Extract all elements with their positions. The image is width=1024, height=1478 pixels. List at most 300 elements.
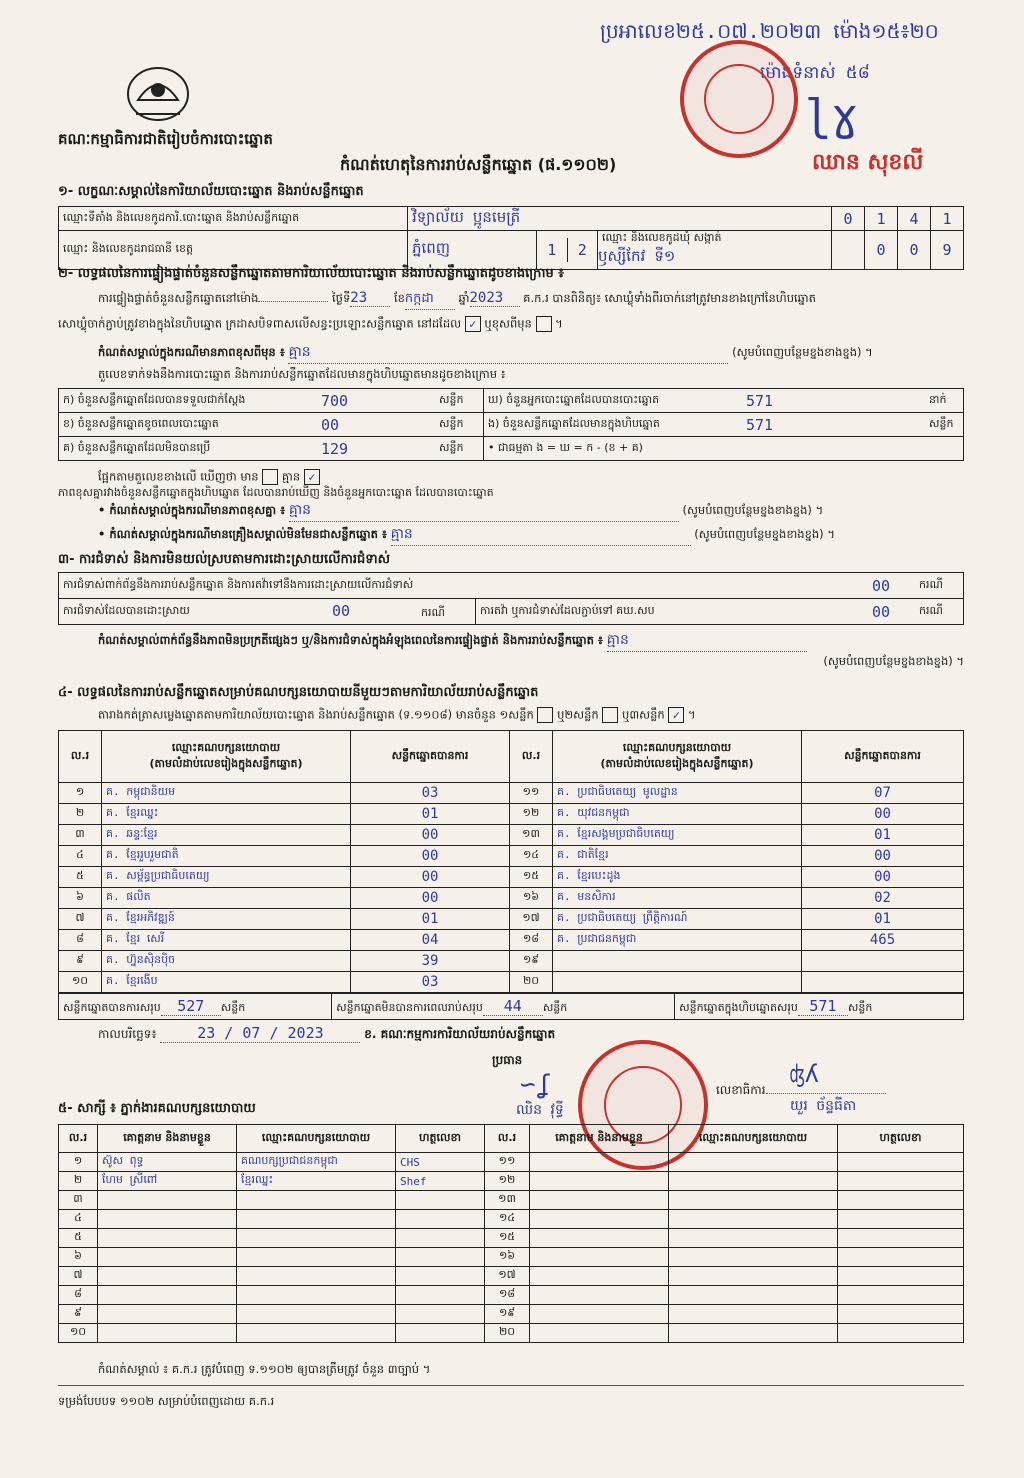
mark-note-value: គ្មាន	[391, 524, 691, 546]
witness-name	[530, 1248, 669, 1267]
party-votes: 00	[802, 867, 964, 888]
witness-name	[530, 1229, 669, 1248]
change-note-label: កំណត់សម្គាល់ក្នុងករណីមានភាពខុសពីមុន ៖	[98, 345, 285, 359]
party-name: គ. ខ្មែរសង្គមប្រជាធិបតេយ្យ	[553, 825, 802, 846]
table-row	[59, 783, 964, 804]
authority-name: គណៈកម្មាធិការជាតិរៀបចំការបោះឆ្នោត	[58, 130, 273, 148]
witness-no: ៩	[59, 1305, 98, 1324]
witness-signature	[838, 1267, 964, 1286]
nec-emblem-logo	[118, 60, 198, 125]
party-no: ១០	[59, 972, 102, 993]
w-col-party: ឈ្មោះគណបក្សនយោបាយ	[237, 1125, 396, 1153]
witness-no: ១៥	[485, 1229, 530, 1248]
witness-signature	[838, 1248, 964, 1267]
unused-unit: សន្លឹក	[435, 437, 484, 461]
no-difference-label: គ្មាន	[281, 469, 301, 484]
witness-party	[669, 1324, 838, 1343]
table-row	[59, 930, 964, 951]
date-value: 23 / 07 / 2023	[160, 1024, 360, 1043]
spoiled-unit: សន្លឹក	[435, 413, 484, 437]
witness-party	[669, 1210, 838, 1229]
party-results-table	[58, 730, 964, 993]
table-row	[59, 825, 964, 846]
date-label: កាលបរិច្ឆេទ៖	[98, 1027, 157, 1041]
table-row	[59, 1286, 964, 1305]
one-sheet-checkbox[interactable]	[537, 707, 553, 723]
col-party-sub: (តាមលំដាប់លេខរៀងក្នុងសន្លឹកឆ្នោត)	[149, 756, 303, 770]
witness-party	[237, 1286, 396, 1305]
section1-heading: ១- លក្ខណៈសម្គាល់នៃការិយាល័យបោះឆ្នោត និងរាប់សន្លឹកឆ្នោត	[58, 184, 364, 199]
witness-name: ហែម ស្រីពៅ	[98, 1172, 237, 1191]
party-no: ៥	[59, 867, 102, 888]
verify-statement: គ.ក.រ បានពិនិត្យ៖ សោឃ្លុំទាំងពីរចាក់នៅត្រូវមានខាងក្រៅនៃហិបឆ្នោត	[523, 291, 816, 305]
resolved-cell	[257, 599, 476, 625]
witness-signature	[838, 1324, 964, 1343]
witness-signature	[838, 1191, 964, 1210]
w-col-no: ល.រ	[59, 1125, 98, 1153]
party-no: ១៦	[510, 888, 553, 909]
party-no: ១៩	[510, 951, 553, 972]
polling-station-table	[58, 206, 964, 270]
section3-heading: ៣- ការជំទាស់ និងការមិនយល់ស្របតាមការដោះស្រាយលើការជំទាស់	[58, 552, 390, 567]
party-name: គ. សម្ព័ន្ធប្រជាធិបតេយ្យ	[102, 867, 351, 888]
party-votes	[802, 951, 964, 972]
witness-party	[237, 1229, 396, 1248]
witness-no: ១៣	[485, 1191, 530, 1210]
commune-label: ឈ្មោះ និងលេខកូដឃុំ សង្កាត់	[602, 231, 722, 244]
difference-note-value: គ្មាន	[289, 500, 679, 522]
witness-signature	[838, 1286, 964, 1305]
party-name: គ. ផលិត	[102, 888, 351, 909]
unused-value: 129	[317, 437, 435, 461]
section4-heading: ៤- លទ្ធផលនៃការរាប់សន្លឹកឆ្នោតសម្រាប់គណបក្សនយោបាយនីមួយៗតាមការិយាល័យរាប់សន្លឹកឆ្នោត	[58, 685, 539, 700]
chair-signature: ∽ʆ	[520, 1070, 552, 1100]
party-no: ១២	[510, 804, 553, 825]
witness-no: ៨	[59, 1286, 98, 1305]
three-sheet-checkbox[interactable]: ✓	[668, 707, 684, 723]
footer-divider	[58, 1385, 964, 1386]
voters-value: 571	[742, 389, 925, 413]
party-votes: 04	[351, 930, 510, 951]
forwarded-value: 00	[847, 599, 915, 625]
irregularity-note-value: គ្មាន	[607, 630, 807, 652]
party-votes	[802, 972, 964, 993]
forwarded-cases: ករណី	[915, 599, 964, 625]
witness-signature: CHS	[396, 1153, 485, 1172]
total-invalid-unit: សន្លឹក	[542, 1000, 568, 1014]
voters-label: ឃ) ចំនួនអ្នកបោះឆ្នោតដែលបានបោះឆ្នោត	[484, 389, 743, 413]
party-votes: 07	[802, 783, 964, 804]
witness-no: ៦	[59, 1248, 98, 1267]
witness-name	[98, 1229, 237, 1248]
col-party-label: ឈ្មោះគណបក្សនយោបាយ	[622, 740, 732, 754]
party-name: គ. ហ្វ៊ុនស៊ិនប៉ិច	[102, 951, 351, 972]
commune-code-digit: 9	[931, 231, 964, 270]
irregularity-note-label: កំណត់សម្គាល់ពាក់ព័ន្ធនឹងភាពមិនប្រក្រតីផ្សេងៗ ឬ/និងការជំទាស់ក្នុងអំឡុងពេលនៃការផ្ទៀងផ្ទាត់ និងការរាប់សន្លឹកឆ្នោត ៖	[98, 633, 603, 647]
witness-no: ២	[59, 1172, 98, 1191]
party-name: គ. ខ្មែរងើប	[102, 972, 351, 993]
party-votes: 01	[802, 909, 964, 930]
province-label: ឈ្មោះ និងលេខកូដរាជធានី ខេត្ត	[59, 231, 408, 270]
witness-name	[530, 1210, 669, 1229]
w-col-name: គោត្តនាម និងនាមខ្លួន	[98, 1125, 237, 1153]
change-note-value: គ្មាន	[288, 342, 728, 364]
witness-no: ១២	[485, 1172, 530, 1191]
received-value: 700	[317, 389, 435, 413]
col-votes: សន្លឹកឆ្នោតបានការ	[351, 731, 510, 783]
seal-check-line: សោឃ្លុំចាក់ភ្ជាប់ត្រូវខាងក្នុងនៃហិបឆ្នោត ក្រដាសបិទពាសលើសន្ធះប្រឡោះសន្លឹកឆ្នោត នៅដដែល ✓ ឬខុសពីមុន ។	[58, 316, 563, 331]
resolved-value: 00	[331, 601, 351, 620]
table-row	[59, 1210, 964, 1229]
witness-signature: Shef	[396, 1172, 485, 1191]
difference-note-line	[98, 500, 823, 522]
col-no: ល.រ	[510, 731, 553, 783]
fill-hint: (សូមបំពេញបន្ថែមខ្នងខាងខ្នង) ។	[682, 503, 824, 517]
witness-signature	[838, 1172, 964, 1191]
commune-value: ឫស្សីកែវ ទី១	[598, 247, 676, 265]
witness-no: ៤	[59, 1210, 98, 1229]
witness-name	[98, 1210, 237, 1229]
compare-statement: ភាពខុសគ្នារវាងចំនួនសន្លឹកឆ្នោតក្នុងហិបឆ្នោត ដែលបានរាប់ឃើញ និងចំនួនអ្នកបោះឆ្នោត ដែលបានបោះឆ្នោត	[58, 486, 494, 499]
party-no: ៤	[59, 846, 102, 867]
party-no: ៨	[59, 930, 102, 951]
change-note-line	[98, 342, 968, 364]
party-votes: 01	[351, 804, 510, 825]
table-row	[59, 846, 964, 867]
col-party-sub: (តាមលំដាប់លេខរៀងក្នុងសន្លឹកឆ្នោត)	[600, 756, 754, 770]
party-votes: 02	[802, 888, 964, 909]
party-no: ២០	[510, 972, 553, 993]
unused-label: គ) ចំនួនសន្លឹកឆ្នោតដែលមិនបានប្រើ	[59, 437, 318, 461]
party-votes: 00	[351, 867, 510, 888]
verification-line	[98, 290, 816, 310]
two-sheet-label: ឬ២សន្លឹក	[557, 707, 599, 722]
col-no: ល.រ	[59, 731, 102, 783]
total-box-value: 571	[798, 997, 848, 1016]
witness-name	[98, 1267, 237, 1286]
col-party	[553, 731, 802, 783]
witness-name	[530, 1305, 669, 1324]
witness-no: ១១	[485, 1153, 530, 1172]
witness-name	[530, 1153, 669, 1172]
table-row	[59, 1229, 964, 1248]
party-votes: 03	[351, 783, 510, 804]
chair-label: ប្រធាន	[492, 1053, 523, 1067]
witness-no: ១៧	[485, 1267, 530, 1286]
compare-label: ផ្អែកតាមតួលេខខាងលើ ឃើញថា មាន	[98, 469, 259, 484]
difference-note-label: • កំណត់សម្គាល់ក្នុងករណីមានភាពខុសគ្នា ៖	[98, 503, 286, 517]
witness-name	[98, 1248, 237, 1267]
verify-day-label: ថ្ងៃទី	[332, 291, 351, 305]
section2-heading: ២- លទ្ធផលនៃការផ្ទៀងផ្ទាត់ចំនួនសន្លឹកឆ្នោតតាមការិយាល័យបោះឆ្នោត និងរាប់សន្លឹកឆ្នោតដូចខាងក្រោម ៖	[58, 266, 564, 281]
station-label: ឈ្មោះទីតាំង និងលេខកូដការិ.បោះឆ្នោត និងរាប់សន្លឹកឆ្នោត	[59, 207, 408, 231]
party-no: ១៨	[510, 930, 553, 951]
objection-label: ការជំទាស់ពាក់ព័ន្ធនឹងការរាប់សន្លឹកឆ្នោត និងការតវ៉ាទៅនឹងការដោះស្រាយលើការជំទាស់	[59, 573, 848, 599]
resolved-label: ការជំទាស់ដែលបានដោះស្រាយ	[59, 599, 258, 625]
witness-no: ៣	[59, 1191, 98, 1210]
secretary-label: លេខាធិការ	[716, 1083, 766, 1097]
secretary-signature: ʤʎ	[790, 1060, 819, 1088]
party-votes: 00	[351, 846, 510, 867]
party-no: ៦	[59, 888, 102, 909]
w-col-no: ល.រ	[485, 1125, 530, 1153]
received-label: ក) ចំនួនសន្លឹកឆ្នោតដែលបានទទួលជាក់ស្តែង	[59, 389, 318, 413]
committee-label: ខ. គណៈកម្មការការិយាល័យរាប់សន្លឹកឆ្នោត	[364, 1027, 556, 1041]
witness-table	[58, 1124, 964, 1343]
witness-party	[669, 1267, 838, 1286]
w-col-sign: ហត្ថលេខា	[396, 1125, 485, 1153]
witness-party: ខ្មែរឈ្នះ	[237, 1172, 396, 1191]
in-box-unit: សន្លឹក	[925, 413, 964, 437]
seal-statement: សោឃ្លុំចាក់ភ្ជាប់ត្រូវខាងក្នុងនៃហិបឆ្នោត ក្រដាសបិទពាសលើសន្ធះប្រឡោះសន្លឹកឆ្នោត នៅដដែល	[58, 316, 462, 331]
witness-signature	[396, 1229, 485, 1248]
compare-line	[98, 469, 320, 487]
ballot-figures-table	[58, 388, 964, 461]
has-difference-checkbox[interactable]	[262, 469, 278, 485]
party-votes: 00	[802, 846, 964, 867]
spoiled-label: ខ) ចំនួនសន្លឹកឆ្នោតខូចពេលបោះឆ្នោត	[59, 413, 318, 437]
irregularity-note-line	[98, 630, 807, 652]
party-name: គ. ប្រជាជនកម្ពុជា	[553, 930, 802, 951]
witness-no: ២០	[485, 1324, 530, 1343]
resolved-cases: ករណី	[421, 605, 445, 619]
unchanged-checkbox[interactable]: ✓	[465, 316, 481, 332]
witness-signature	[396, 1286, 485, 1305]
witness-no: ១៨	[485, 1286, 530, 1305]
witness-no: ៥	[59, 1229, 98, 1248]
witness-party	[237, 1210, 396, 1229]
party-name: គ. ខ្មែរឈ្នះ	[102, 804, 351, 825]
party-no: ២	[59, 804, 102, 825]
station-code-digit: 0	[832, 207, 865, 231]
changed-label: ឬខុសពីមុន	[484, 316, 532, 331]
in-box-label: ង) ចំនួនសន្លឹកឆ្នោតដែលមានក្នុងហិបឆ្នោត	[484, 413, 743, 437]
mark-note-label: • កំណត់សម្គាល់ក្នុងករណីមានគ្រឿងសម្គាល់មិនមែនជាសន្លឹកឆ្នោត ៖	[98, 527, 387, 541]
table-row	[59, 888, 964, 909]
stamp-name-note: ឈាន សុខលី	[812, 150, 924, 175]
table-row	[59, 1305, 964, 1324]
party-name: គ. ខ្មែរបេះដូង	[553, 867, 802, 888]
witness-no: ១០	[59, 1324, 98, 1343]
party-votes: 01	[802, 825, 964, 846]
official-seal-top	[680, 40, 798, 158]
received-unit: សន្លឹក	[435, 389, 484, 413]
station-code-digit: 1	[865, 207, 898, 231]
party-no: ១១	[510, 783, 553, 804]
spoiled-value: 00	[317, 413, 435, 437]
figures-intro: តួលេខទាក់ទងនឹងការបោះឆ្នោត និងការរាប់សន្លឹកឆ្នោតដែលមានក្នុងហិបឆ្នោតមានដូចខាងក្រោម ៖	[98, 367, 506, 381]
station-code-digit: 4	[898, 207, 931, 231]
secretary-name: យួរ ច័ន្ទធីតា	[790, 1098, 857, 1114]
witness-party	[237, 1248, 396, 1267]
witness-signature	[838, 1153, 964, 1172]
total-valid-value: 527	[161, 997, 221, 1016]
party-no: ៩	[59, 951, 102, 972]
party-votes: 00	[351, 825, 510, 846]
party-votes: 01	[351, 909, 510, 930]
total-box-unit: សន្លឹក	[847, 1000, 873, 1014]
witness-name	[530, 1324, 669, 1343]
witness-name	[98, 1324, 237, 1343]
witness-party	[669, 1229, 838, 1248]
commune-code-digit: 0	[865, 231, 898, 270]
witness-signature	[838, 1305, 964, 1324]
verify-year: 2023	[470, 290, 520, 307]
province-value: ភ្នំពេញ	[408, 231, 537, 270]
party-name: គ. ខ្មែរ សេរី	[102, 930, 351, 951]
witness-party	[237, 1324, 396, 1343]
witness-party	[669, 1248, 838, 1267]
witness-signature	[396, 1324, 485, 1343]
w-col-party: ឈ្មោះគណបក្សនយោបាយ	[669, 1125, 838, 1153]
party-name	[553, 951, 802, 972]
total-invalid-label: សន្លឹកឆ្នោតមិនបានការពេលរាប់សរុប	[336, 1000, 483, 1014]
witness-signature	[838, 1229, 964, 1248]
station-code-digit: 1	[931, 207, 964, 231]
province-code-digit: 2	[577, 241, 587, 259]
witness-signature	[396, 1210, 485, 1229]
witness-no: ៧	[59, 1267, 98, 1286]
verify-time-label: ការផ្ទៀងផ្ទាត់ចំនួនសន្លឹកឆ្នោតនៅម៉ោង	[98, 291, 259, 305]
witness-name: ស៊ូស ពុទ្ធ	[98, 1153, 237, 1172]
witness-name	[530, 1191, 669, 1210]
total-invalid-cell	[332, 994, 675, 1020]
witness-signature	[396, 1305, 485, 1324]
party-no: ១៥	[510, 867, 553, 888]
two-sheet-checkbox[interactable]	[602, 707, 618, 723]
table-row	[59, 804, 964, 825]
witness-name	[530, 1286, 669, 1305]
party-no: ៧	[59, 909, 102, 930]
witness-no: ១	[59, 1153, 98, 1172]
voters-unit: នាក់	[925, 389, 964, 413]
w-col-name: គោត្តនាម និងនាមខ្លួន	[530, 1125, 669, 1153]
table-row	[59, 951, 964, 972]
receiver-handwritten-note: ម៉ោងទំនាស់ ៥៨	[760, 63, 870, 83]
col-party-label: ឈ្មោះគណបក្សនយោបាយ	[171, 740, 281, 754]
col-votes: សន្លឹកឆ្នោតបានការ	[802, 731, 964, 783]
totals-table	[58, 993, 964, 1020]
no-difference-checkbox[interactable]: ✓	[304, 469, 320, 485]
witness-party	[669, 1191, 838, 1210]
party-name	[553, 972, 802, 993]
total-box-label: សន្លឹកឆ្នោតក្នុងហិបឆ្នោតសរុប	[679, 1000, 798, 1014]
objections-table	[58, 572, 964, 625]
fill-hint: (សូមបំពេញបន្ថែមខ្នងខាងខ្នង) ។	[694, 527, 835, 541]
party-no: ៣	[59, 825, 102, 846]
party-name: គ. កម្ពុជានិយម	[102, 783, 351, 804]
total-valid-label: សន្លឹកឆ្នោតបានការសរុប	[63, 1000, 161, 1014]
table-row	[59, 909, 964, 930]
party-name: គ. មនសិការ	[553, 888, 802, 909]
total-valid-cell	[59, 994, 332, 1020]
witness-party: គណបក្សប្រជាជនកម្ពុជា	[237, 1153, 396, 1172]
table-row	[59, 867, 964, 888]
party-name: គ. ប្រជាធិបតេយ្យ ព្រឹត្តិការណ៍	[553, 909, 802, 930]
party-no: ១៧	[510, 909, 553, 930]
party-votes: 465	[802, 930, 964, 951]
witness-party	[237, 1191, 396, 1210]
date-line	[98, 1024, 555, 1044]
objection-cases: ករណី	[915, 573, 964, 599]
party-name: គ. ឆន្ទៈខ្មែរ	[102, 825, 351, 846]
handwritten-signature-top: ɭɣ	[805, 90, 858, 141]
chair-name: ឈិន វុទ្ធី	[516, 1102, 564, 1118]
irregularity-fill-hint: (សូមបំពេញបន្ថែមខ្នងខាងខ្នង) ។	[823, 654, 964, 668]
province-code-digit: 1	[537, 238, 567, 262]
table-row	[59, 1153, 964, 1172]
table-row	[59, 972, 964, 993]
party-votes: 00	[351, 888, 510, 909]
witness-signature	[396, 1248, 485, 1267]
tally-sheet-line: តារាងកត់ត្រាសម្លេងឆ្នោតតាមការិយាល័យបោះឆ្នោត និងរាប់សន្លឹកឆ្នោត (ទ.១១០៨) មានចំនួន ១សន្លឹក ឬ២សន្លឹក ឬ៣សន្លឹក ✓ ។	[98, 707, 696, 722]
col-party	[102, 731, 351, 783]
table-row	[59, 1267, 964, 1286]
total-valid-unit: សន្លឹក	[220, 1000, 246, 1014]
witness-signature	[838, 1210, 964, 1229]
verify-day: 23	[350, 290, 390, 307]
party-name: គ. ជាតិខ្មែរ	[553, 846, 802, 867]
witness-signature	[396, 1267, 485, 1286]
witness-name	[98, 1305, 237, 1324]
witness-party	[669, 1172, 838, 1191]
in-box-value: 571	[742, 413, 925, 437]
verify-month: កក្កដា	[405, 290, 455, 310]
table-row	[59, 1191, 964, 1210]
witness-name	[98, 1191, 237, 1210]
party-votes: 39	[351, 951, 510, 972]
party-no: ១	[59, 783, 102, 804]
verify-month-label: ខែ	[393, 291, 405, 305]
mark-note-line	[98, 524, 835, 546]
total-box-cell	[675, 994, 964, 1020]
w-col-sign: ហត្ថលេខា	[838, 1125, 964, 1153]
party-votes: 00	[802, 804, 964, 825]
party-name: គ. ប្រជាធិបតេយ្យ មូលដ្ឋាន	[553, 783, 802, 804]
party-no: ១៣	[510, 825, 553, 846]
total-invalid-value: 44	[483, 997, 543, 1016]
party-no: ១៤	[510, 846, 553, 867]
formula-note: • ជាធម្មតា ង = ឃ = ក - (ខ + គ)	[484, 437, 964, 461]
three-sheet-label: ឬ៣សន្លឹក	[622, 707, 665, 722]
witness-no: ១៦	[485, 1248, 530, 1267]
commune-code-digit: 0	[898, 231, 931, 270]
station-value: វិទ្យាល័យ ប្អូនមេត្រី	[408, 207, 832, 231]
form-footer: ទម្រង់បែបបទ ១១០២ សម្រាប់បំពេញដោយ គ.ក.រ	[58, 1394, 275, 1408]
party-name: គ. ខ្មែរអភិវឌ្ឍន៍	[102, 909, 351, 930]
witness-party	[669, 1305, 838, 1324]
table-row	[59, 1248, 964, 1267]
fill-hint: (សូមបំពេញបន្ថែមខ្នងខាងខ្នង) ។	[732, 345, 873, 359]
party-votes: 03	[351, 972, 510, 993]
forwarded-label: ការតវ៉ា ឬការជំទាស់ដែលភ្ជាប់ទៅ គឃ.សប	[476, 599, 848, 625]
party-name: គ. យុវជនកម្ពុជា	[553, 804, 802, 825]
witness-party	[669, 1153, 838, 1172]
receipt-handwritten-note: ប្រអាលេខ២៥.០៧.២០២៣ ម៉ោង១៥៖២០	[600, 19, 939, 43]
witness-no: ១៤	[485, 1210, 530, 1229]
table-row	[59, 1324, 964, 1343]
witness-name	[530, 1267, 669, 1286]
tally-sheet-label: តារាងកត់ត្រាសម្លេងឆ្នោតតាមការិយាល័យបោះឆ្នោត និងរាប់សន្លឹកឆ្នោត (ទ.១១០៨) មានចំនួន ១សន្លឹក	[98, 707, 534, 722]
witness-name	[530, 1172, 669, 1191]
witness-no: ១៩	[485, 1305, 530, 1324]
objection-value: 00	[847, 573, 915, 599]
witness-party	[237, 1305, 396, 1324]
witness-party	[237, 1267, 396, 1286]
table-row	[59, 1172, 964, 1191]
changed-checkbox[interactable]	[536, 316, 552, 332]
witness-signature	[396, 1191, 485, 1210]
